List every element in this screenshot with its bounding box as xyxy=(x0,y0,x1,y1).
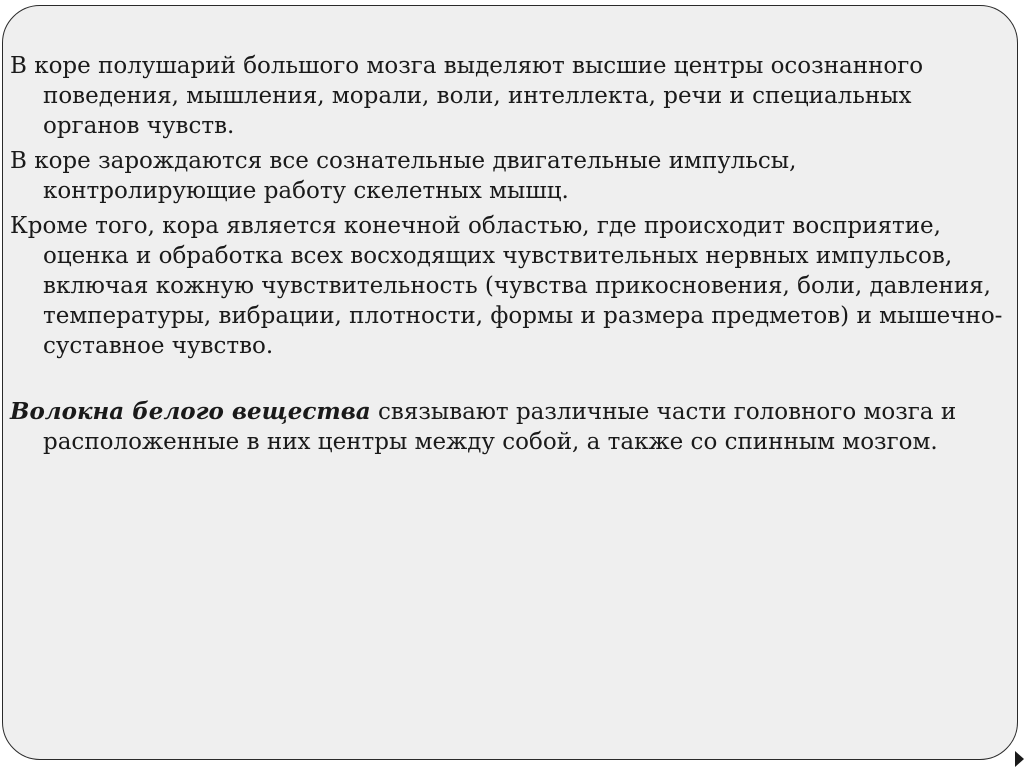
paragraph-cortex-centers: В коре полушарий большого мозга выделяют высшие центры осознанного поведения, мышления, морали, воли, интеллекта, речи и специальных органов чувств. xyxy=(10,53,924,139)
paragraph-white-matter xyxy=(10,397,1015,457)
paragraph-sensory-perception: Кроме того, кора является конечной областью, где происходит восприятие, оценка и обработка всех восходящих чувствительных нервных импульсов, включая кожную чувствительность (чувства прикосновения, боли, давления, температуры, вибрации, плотности, формы и размера предметов) и мышечно-суставное чувство. xyxy=(10,213,1003,359)
slide-frame xyxy=(2,5,1018,760)
next-arrow-icon[interactable] xyxy=(1015,751,1024,767)
white-matter-description: связывают различные части головного мозга и расположенные в них центры между собой, а также со спинным мозгом. xyxy=(43,399,957,455)
paragraph-motor-impulses: В коре зарождаются все сознательные двигательные импульсы, контролирующие работу скелетных мышц. xyxy=(10,148,797,204)
white-matter-term: Волокна белого вещества xyxy=(10,398,371,425)
slide-body xyxy=(10,51,1015,462)
